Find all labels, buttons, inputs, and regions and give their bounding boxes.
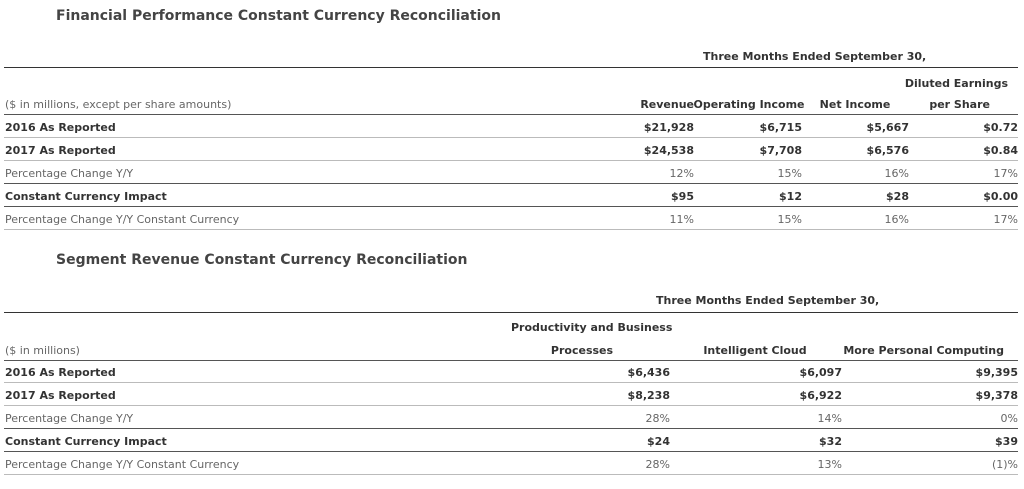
- financial-col-operating-income: Operating Income: [693, 98, 805, 111]
- financial-colhead-rule: [4, 114, 1018, 115]
- segment-cell: 28%: [645, 458, 670, 471]
- financial-cell: $0.72: [983, 121, 1018, 134]
- segment-cell: $6,097: [799, 366, 842, 379]
- row-divider: [4, 229, 1018, 230]
- financial-col-net-income: Net Income: [819, 98, 891, 111]
- financial-cell: $0.00: [983, 190, 1018, 203]
- segment-period-header: Three Months Ended September 30,: [656, 294, 880, 307]
- financial-row-label: 2016 As Reported: [5, 121, 116, 134]
- financial-row-label: 2017 As Reported: [5, 144, 116, 157]
- financial-cell: $0.84: [983, 144, 1018, 157]
- segment-colhead-rule: [4, 360, 1018, 361]
- row-divider: [4, 428, 1018, 429]
- financial-cell: $95: [671, 190, 694, 203]
- financial-cell: $7,708: [759, 144, 802, 157]
- financial-col-eps-line2: per Share: [929, 98, 990, 111]
- financial-cell: $21,928: [643, 121, 694, 134]
- financial-cell: 16%: [884, 213, 909, 226]
- financial-cell: $6,715: [759, 121, 802, 134]
- financial-row-label: Percentage Change Y/Y: [5, 167, 134, 180]
- row-divider: [4, 382, 1018, 383]
- financial-cell: 15%: [777, 167, 802, 180]
- segment-row-label: Percentage Change Y/Y: [5, 412, 134, 425]
- segment-cell: $9,378: [975, 389, 1018, 402]
- financial-cell: 12%: [669, 167, 694, 180]
- financial-units-label: ($ in millions, except per share amounts): [5, 98, 232, 111]
- segment-cell: $24: [647, 435, 670, 448]
- segment-table-title: Segment Revenue Constant Currency Reconciliation: [56, 252, 468, 268]
- row-divider: [4, 183, 1018, 184]
- segment-cell: (1)%: [991, 458, 1018, 471]
- segment-col-more-personal-computing: More Personal Computing: [843, 344, 1004, 357]
- segment-col-pbp-line2: Processes: [550, 344, 614, 357]
- financial-cell: 11%: [669, 213, 694, 226]
- segment-cell: 28%: [645, 412, 670, 425]
- segment-cell: $6,436: [627, 366, 670, 379]
- financial-cell: $5,667: [866, 121, 909, 134]
- segment-cell: $32: [819, 435, 842, 448]
- row-divider: [4, 474, 1018, 475]
- segment-row-label: 2016 As Reported: [5, 366, 116, 379]
- segment-cell: 0%: [1000, 412, 1018, 425]
- financial-cell: $28: [886, 190, 909, 203]
- financial-cell: $24,538: [643, 144, 694, 157]
- row-divider: [4, 405, 1018, 406]
- financial-row-label: Percentage Change Y/Y Constant Currency: [5, 213, 240, 226]
- segment-cell: $8,238: [627, 389, 670, 402]
- segment-row-label: 2017 As Reported: [5, 389, 116, 402]
- financial-row-label: Constant Currency Impact: [5, 190, 167, 203]
- financial-cell: 17%: [993, 167, 1018, 180]
- segment-header-rule: [4, 312, 1018, 313]
- financial-cell: 15%: [777, 213, 802, 226]
- financial-col-eps-line1: Diluted Earnings: [904, 77, 1008, 90]
- financial-cell: $6,576: [866, 144, 909, 157]
- segment-cell: $9,395: [975, 366, 1018, 379]
- financial-cell: $12: [779, 190, 802, 203]
- segment-cell: $39: [995, 435, 1018, 448]
- financial-cell: 16%: [884, 167, 909, 180]
- row-divider: [4, 137, 1018, 138]
- financial-table-title: Financial Performance Constant Currency Reconciliation: [56, 8, 501, 24]
- financial-header-rule: [4, 67, 1018, 68]
- segment-row-label: Constant Currency Impact: [5, 435, 167, 448]
- segment-units-label: ($ in millions): [5, 344, 80, 357]
- financial-cell: 17%: [993, 213, 1018, 226]
- row-divider: [4, 206, 1018, 207]
- financial-period-header: Three Months Ended September 30,: [703, 50, 927, 63]
- segment-row-label: Percentage Change Y/Y Constant Currency: [5, 458, 240, 471]
- row-divider: [4, 160, 1018, 161]
- row-divider: [4, 451, 1018, 452]
- segment-col-pbp-line1: Productivity and Business: [511, 321, 673, 334]
- segment-cell: 14%: [817, 412, 842, 425]
- segment-cell: $6,922: [799, 389, 842, 402]
- segment-cell: 13%: [817, 458, 842, 471]
- segment-col-intelligent-cloud: Intelligent Cloud: [703, 344, 807, 357]
- financial-col-revenue: Revenue: [640, 98, 694, 111]
